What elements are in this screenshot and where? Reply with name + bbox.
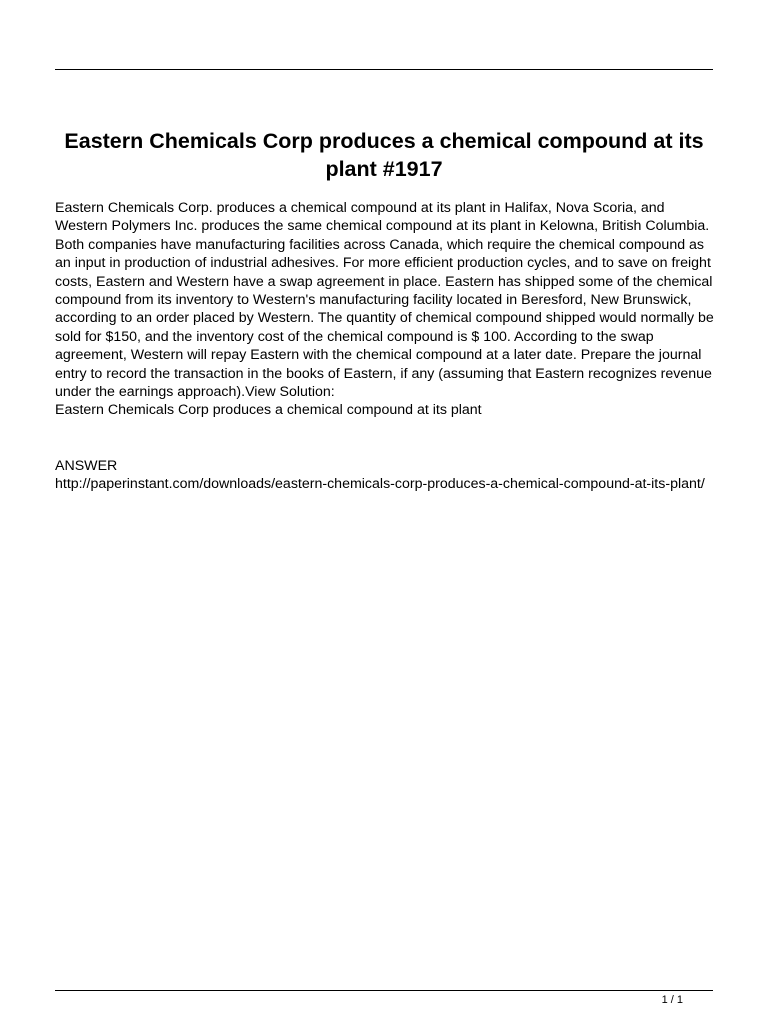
problem-subtitle: Eastern Chemicals Corp produces a chemical compound at its plant xyxy=(55,402,482,419)
page-indicator: 1 / 1 xyxy=(661,994,683,1006)
document-body xyxy=(55,199,719,420)
answer-link[interactable]: http://paperinstant.com/downloads/eastern-chemicals-corp-produces-a-chemical-compound-at-its-plant/ xyxy=(55,476,705,493)
footer-divider xyxy=(55,990,713,991)
header-divider xyxy=(55,69,713,70)
problem-paragraph: Eastern Chemicals Corp. produces a chemical compound at its plant in Halifax, Nova Scoria, and Western Polymers Inc. produces the same chemical compound at its plant in Kelowna, British Columbia. Both companies have manufacturing facilities across Canada, which require the chemical compound as an input in production of industrial adhesives. For more efficient production cycles, and to save on freight costs, Eastern and Western have a swap agreement in place. Eastern has shipped some of the chemical compound from its inventory to Western's manufacturing facility located in Beresford, New Brunswick, according to an order placed by Western. The quantity of chemical compound shipped would normally be sold for $150, and the inventory cost of the chemical compound is $ 100. According to the swap agreement, Western will repay Eastern with the chemical compound at a later date. Prepare the journal entry to record the transaction in the books of Eastern, if any (assuming that Eastern recognizes revenue under the earnings approach).View Solution: xyxy=(55,200,714,401)
document-title: Eastern Chemicals Corp produces a chemical compound at its plant #1917 xyxy=(64,129,704,181)
answer-section xyxy=(55,457,719,494)
answer-label: ANSWER xyxy=(55,458,118,474)
